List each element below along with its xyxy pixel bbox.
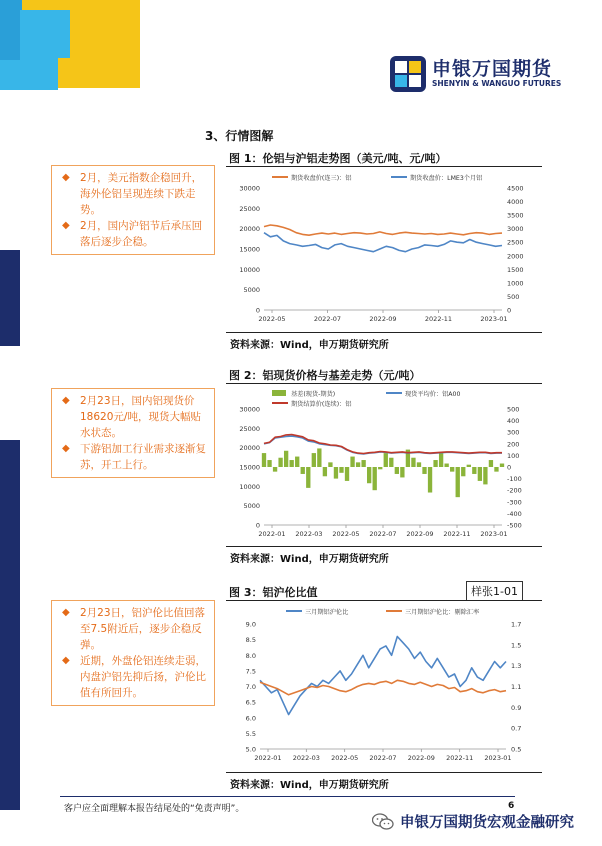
y-left-tick-label: 30000 [239,405,260,414]
y-right-tick-label: -500 [507,521,522,530]
basis-bar [483,467,487,484]
x-tick-label: 2022-07 [313,315,342,323]
sample-stamp: 样张1-01 [466,581,523,601]
y-left-tick-label: 15000 [239,463,260,472]
basis-bar [467,465,471,467]
y-right-tick-label: 2000 [507,252,524,261]
legend-label: 期货收盘价(连三)：铝 [291,175,352,182]
section-title: 3、行情图解 [205,129,274,143]
y-right-tick-label: 500 [507,405,520,414]
basis-bar [334,467,338,479]
x-tick-label: 2022-01 [258,530,286,538]
brand-name-cn: 申银万国期货 [432,58,553,80]
x-tick-label: 2023-01 [480,530,508,538]
y-left-tick-label: 25000 [239,424,260,433]
y-left-tick-label: 20000 [239,444,260,453]
x-tick-label: 2022-09 [369,315,397,323]
basis-bar [295,457,299,467]
figure-3-chart [226,602,542,770]
y-left-tick-label: 30000 [239,184,260,193]
x-tick-label: 2023-01 [480,315,508,323]
y-right-tick-label: 1500 [507,265,524,274]
y-right-tick-label: 3000 [507,225,524,234]
basis-bar [339,467,343,473]
basis-bar [400,467,404,477]
series-line [264,225,502,235]
y-left-tick-label: 15000 [239,245,260,254]
y-right-tick-label: 0.7 [511,724,522,733]
figure-2-source: 资料来源：Wind，申万期货研究所 [230,554,389,565]
figure-3-top-rule [226,600,542,601]
basis-bar [284,451,288,467]
y-left-tick-label: 7.0 [245,683,256,691]
y-right-tick-label: 0 [507,463,512,472]
y-right-tick-label: 1.3 [511,662,522,671]
x-tick-label: 2022-11 [446,754,474,762]
y-left-tick-label: 25000 [239,204,260,213]
figure-1-notes [51,165,215,255]
basis-bar [367,467,371,483]
y-left-tick-label: 0 [255,306,260,315]
x-tick-label: 2022-03 [292,754,320,762]
basis-bar [317,448,321,467]
basis-bar [267,460,271,467]
y-left-tick-label: 8.5 [245,636,256,645]
bullet-icon: ◆ [62,607,70,618]
x-tick-label: 2022-11 [424,315,453,323]
x-tick-label: 2022-11 [443,530,471,538]
y-left-tick-label: 8.0 [245,651,256,660]
footer-disclaimer: 客户应全面理解本报告结尾处的“免责声明”。 [64,804,245,814]
x-tick-label: 2023-01 [484,754,512,762]
x-tick-label: 2022-07 [369,754,397,762]
y-left-tick-label: 5000 [243,286,260,295]
x-tick-label: 2022-05 [332,530,360,538]
basis-bar [306,467,310,488]
y-left-tick-label: 10000 [239,265,260,274]
y-right-tick-label: 1.1 [511,683,522,691]
basis-bar [500,464,504,467]
basis-bar [301,467,305,474]
y-right-tick-label: 500 [507,292,520,301]
y-left-tick-label: 6.5 [245,698,256,707]
y-right-tick-label: 300 [507,428,520,437]
x-tick-label: 2022-05 [331,754,359,762]
figure-3-notes [51,600,215,706]
left-accent-bar [0,250,20,346]
basis-bar [290,460,294,467]
legend-label: 基差(现货-期货) [291,391,336,398]
page-number: 6 [508,801,515,811]
x-tick-label: 2022-03 [295,530,323,538]
note-item: ◆ 2月，美元指数企稳回升，海外伦铝呈现连续下跌走势。 [62,172,203,216]
y-right-tick-label: 400 [507,417,520,426]
y-left-tick-label: 9.0 [245,620,256,629]
bullet-icon: ◆ [62,395,70,406]
figure-2-notes [51,388,215,478]
figure-1-chart [226,168,542,330]
y-right-tick-label: -200 [507,486,522,495]
legend-label: 期货结算价(连续)：铝 [291,401,352,408]
figure-3-source: 资料来源：Wind，申万期货研究所 [230,780,389,791]
basis-bar [450,467,454,472]
y-left-tick-label: 0 [255,521,260,530]
x-tick-label: 2022-01 [254,754,282,762]
y-right-tick-label: -400 [507,509,522,518]
y-right-tick-label: 4500 [507,184,524,193]
note-item: ◆ 2月23日，铝沪伦比值回落至7.5附近后，逐步企稳反弹。 [62,607,206,651]
basis-bar [478,467,482,481]
figure-1-title: 图 1：伦铝与沪铝走势图（美元/吨、元/吨） [229,152,447,165]
y-right-tick-label: 200 [507,440,520,449]
basis-bar [489,460,493,467]
y-left-tick-label: 10000 [239,482,260,491]
note-item: ◆ 近期，外盘伦铝连续走弱，内盘沪铝先抑后扬，沪伦比值有所回升。 [62,655,206,699]
legend-label: 三月期铝沪伦比：剔除汇率 [405,609,480,616]
basis-bar [395,467,399,474]
y-right-tick-label: 0 [507,306,512,315]
legend-label: 现货平均价：铝A00 [405,391,461,398]
basis-bar [345,467,349,481]
series-line [260,637,506,715]
basis-bar [456,467,460,497]
basis-bar [384,453,388,467]
left-accent-bar [0,440,20,810]
figure-2-bottom-rule [226,546,542,547]
legend-label: 期货收盘价：LME3个月铝 [410,175,483,182]
brand-name-en: SHENYIN & WANGUO FUTURES [432,79,562,88]
figure-1-top-rule [226,166,542,167]
y-right-tick-label: 1.5 [511,641,522,650]
note-item: ◆ 下游铝加工行业需求逐渐复苏，开工上行。 [62,443,206,471]
y-right-tick-label: 3500 [507,211,524,220]
y-right-tick-label: 2500 [507,238,524,247]
basis-bar [439,453,443,467]
x-tick-label: 2022-05 [258,315,286,323]
y-right-tick-label: -300 [507,498,522,507]
figure-1-source: 资料来源：Wind，申万期货研究所 [230,340,389,351]
basis-bar [356,462,360,467]
basis-bar [361,460,365,467]
figure-2-chart [226,385,542,545]
bullet-icon: ◆ [62,443,70,454]
basis-bar [350,457,354,467]
basis-bar [428,467,432,493]
y-left-tick-label: 7.5 [245,667,256,676]
basis-bar [373,467,377,490]
basis-bar [278,458,282,467]
basis-bar [444,464,448,467]
basis-bar [328,462,332,467]
x-tick-label: 2022-09 [406,530,434,538]
basis-bar [312,453,316,467]
basis-bar [461,467,465,476]
y-right-tick-label: -100 [507,475,522,484]
basis-bar [323,467,327,476]
y-left-tick-label: 5.0 [245,745,256,754]
y-left-tick-label: 6.0 [245,714,256,723]
figure-2-title: 图 2：铝现货价格与基差走势（元/吨） [229,369,421,382]
wechat-account: 申银万国期货宏观金融研究 [400,815,574,831]
y-right-tick-label: 1000 [507,279,524,288]
brand-logo [390,52,590,94]
y-right-tick-label: 0.5 [511,745,522,754]
basis-bar [433,460,437,467]
figure-2-top-rule [226,383,542,384]
y-right-tick-label: 100 [507,451,520,460]
x-tick-label: 2022-09 [407,754,435,762]
figure-3-bottom-rule [226,772,542,773]
basis-bar [378,467,382,469]
figure-1-bottom-rule [226,332,542,333]
note-item: ◆ 2月，国内沪铝节后承压回落后逐步企稳。 [62,220,203,248]
series-line [260,680,506,695]
bullet-icon: ◆ [62,655,70,666]
wechat-icon [372,813,394,831]
bullet-icon: ◆ [62,172,70,183]
legend-label: 三月期铝沪伦比 [305,609,349,616]
footer-rule [60,796,515,797]
bullet-icon: ◆ [62,220,70,231]
y-right-tick-label: 1.7 [511,620,522,629]
basis-bar [472,467,476,474]
y-left-tick-label: 5.5 [245,729,256,738]
legend-swatch [272,390,286,396]
y-left-tick-label: 5000 [243,502,260,511]
basis-bar [422,467,426,474]
basis-bar [411,458,415,467]
basis-bar [262,453,266,467]
figure-3-title: 图 3：铝沪伦比值 [229,586,318,599]
basis-bar [494,467,498,472]
series-line [264,233,502,252]
y-right-tick-label: 0.9 [511,703,522,712]
basis-bar [389,458,393,467]
x-tick-label: 2022-07 [369,530,397,538]
brand-logo-icon [390,56,426,92]
basis-bar [273,467,277,472]
note-item: ◆ 2月23日，国内铝现货价18620元/吨，现货大幅贴水状态。 [62,395,201,439]
y-right-tick-label: 4000 [507,198,524,207]
header-decoration [0,0,150,90]
y-left-tick-label: 20000 [239,225,260,234]
basis-bar [417,462,421,467]
